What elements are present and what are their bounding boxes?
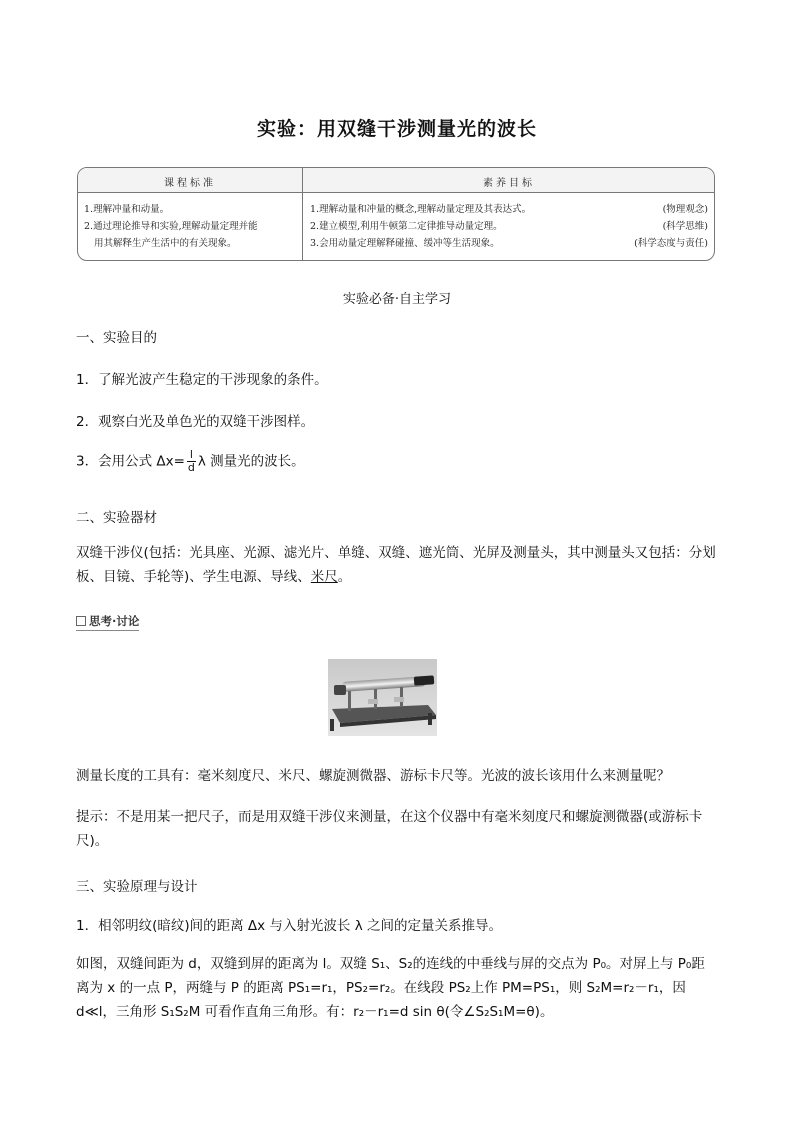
literacy-goal-tag: (物理观念) [662, 204, 708, 215]
formula-suffix: λ 测量光的波长。 [197, 453, 305, 470]
question-text: 测量长度的工具有：毫米刻度尺、米尺、螺旋测微器、游标卡尺等。光波的波长该用什么来测量呢？ [76, 768, 670, 784]
principle-item-1: 1．相邻明纹(暗纹)间的距离 Δx 与入射光波长 λ 之间的定量关系推导。 [76, 918, 503, 934]
interferometer-photo [328, 659, 437, 736]
purpose-item-3 [76, 449, 305, 474]
principle-paragraph: 如图，双缝间距为 d，双缝到屏的距离为 l。双缝 S₁、S₂的连线的中垂线与屏的交点为 P₀。对屏上与 P₀距离为 x 的一点 P，两缝与 P 的距离 PS₁=r₁，PS₂=r₂。在线段 PS₂上作 PM=PS₁，则 S₂M=r₂－r₁，因 d≪l，三角形 S₁S₂M 可看作直角三角形。有：r₂－r₁=d sin θ(令∠S₂S₁M=θ)。 [76, 956, 705, 1020]
formula-prefix: 3．会用公式 Δx= [76, 453, 185, 470]
literacy-goal-item [310, 201, 708, 218]
fraction-numerator: l [187, 449, 196, 462]
purpose-item-1: 1．了解光波产生稳定的干涉现象的条件。 [76, 372, 328, 388]
course-standard-item: 2.通过理论推导和实验,理解动量定理并能 [84, 221, 258, 232]
square-icon [76, 616, 86, 626]
literacy-goal-text: 3.会用动量定理解释碰撞、缓冲等生活现象。 [310, 238, 500, 249]
literacy-goal-item [310, 218, 708, 235]
course-standard-header: 课程标准 [164, 178, 216, 189]
literacy-goal-item [310, 235, 708, 252]
equipment-heading: 二、实验器材 [76, 510, 157, 526]
think-discuss-text: 思考·讨论 [89, 614, 140, 628]
literacy-goal-tag: (科学态度与责任) [634, 238, 708, 249]
page-title: 实验：用双缝干涉测量光的波长 [256, 118, 537, 140]
literacy-goal-list [310, 201, 708, 252]
section-title: 实验必备·自主学习 [342, 292, 452, 307]
equipment-list: 双缝干涉仪(包括：光具座、光源、滤光片、单缝、双缝、遮光筒、光屏及测量头，其中测量头又包括：分划板、目镜、手轮等)、学生电源、导线、 [76, 545, 716, 585]
course-standard-item: 用其解释生产生活中的有关现象。 [94, 238, 237, 249]
purpose-item-2: 2．观察白光及单色光的双缝干涉图样。 [76, 414, 315, 430]
course-standard-list [84, 201, 296, 252]
fraction-denominator: d [187, 461, 195, 474]
literacy-goal-tag: (科学思维) [662, 221, 708, 232]
standards-header [78, 168, 714, 193]
purpose-heading: 一、实验目的 [76, 330, 157, 346]
think-discuss-label [76, 613, 139, 631]
equipment-ruler: 米尺 [310, 569, 338, 585]
standards-table [77, 167, 715, 261]
literacy-goal-text: 2.建立模型,利用牛顿第二定律推导动量定理。 [310, 221, 503, 232]
table-divider [302, 168, 303, 260]
principle-heading: 三、实验原理与设计 [76, 879, 198, 895]
course-standard-item: 1.理解冲量和动量。 [84, 204, 170, 215]
equipment-text [76, 541, 718, 589]
equipment-end: 。 [337, 569, 352, 585]
literacy-goal-header: 素养目标 [483, 178, 535, 189]
literacy-goal-text: 1.理解动量和冲量的概念,理解动量定理及其表达式。 [310, 204, 532, 215]
formula-fraction [187, 449, 196, 474]
hint-text: 提示：不是用某一把尺子，而是用双缝干涉仪来测量，在这个仪器中有毫米刻度尺和螺旋测微器(或游标卡尺)。 [76, 809, 703, 849]
